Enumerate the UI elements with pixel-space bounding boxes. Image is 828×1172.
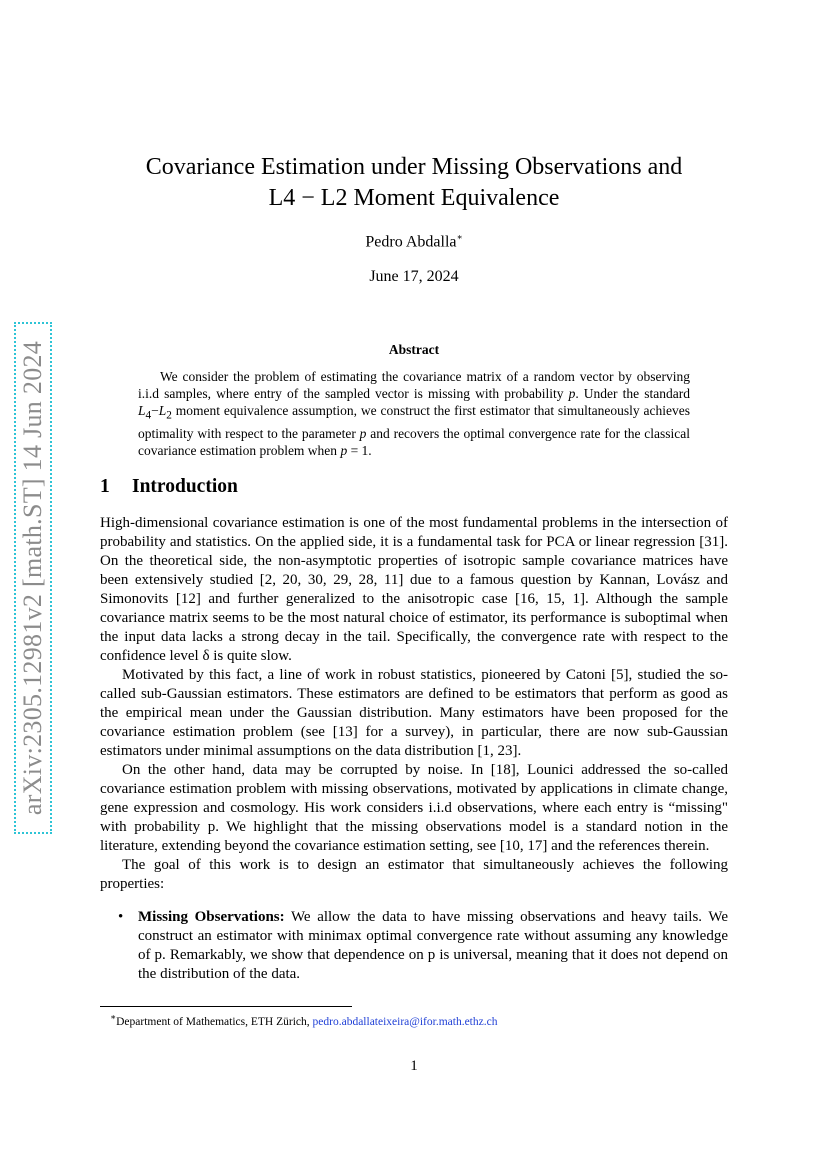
title-line-1: Covariance Estimation under Missing Observations and	[145, 154, 683, 180]
section-heading	[100, 476, 238, 498]
paragraph: On the other hand, data may be corrupted by noise. In [18], Lounici addressed the so-called covariance estimation problem with missing observations, motivated by applications in climate change, gene expression and cosmology. His work considers i.i.d observations, where each entry is “missing" with probability p. We highlight that the missing observations model is a standard notion in the literature, extending beyond the covariance estimation setting, see [10, 17] and the references therein.	[100, 762, 728, 854]
footnote-text: Department of Mathematics, ETH Zürich,	[116, 1015, 310, 1028]
footnote-email-link[interactable]: pedro.abdallateixeira@ifor.math.ethz.ch	[312, 1015, 498, 1028]
bullet-label: Missing Observations:	[138, 909, 285, 925]
paper-title	[100, 152, 728, 214]
footnote-rule	[100, 1006, 352, 1007]
bullet-text: We allow the data to have missing observations and heavy tails. We construct an estimator with minimax optimal convergence rate without assuming any knowledge of p. Remarkably, we show that dependence on p is universal, meaning that it does not depend on the distribution of the data.	[138, 909, 728, 982]
footnote-mark: ∗	[110, 1012, 117, 1022]
paper-date: June 17, 2024	[369, 268, 459, 285]
introduction-body	[100, 514, 728, 984]
author-name: Pedro Abdalla	[365, 233, 457, 251]
bullet-dot-icon: •	[118, 909, 124, 925]
abstract-heading: Abstract	[388, 342, 440, 357]
author-footnote-mark[interactable]: ∗	[456, 232, 463, 242]
arxiv-identifier: arXiv:2305.12981v2 [math.ST] 14 Jun 2024	[18, 340, 47, 816]
abstract-text: We consider the problem of estimating the covariance matrix of a random vector by observing i.i.d samples, where entry of the sampled vector is missing with probability p. Under the standard $L_4-L_2$ moment equivalence assumption, we construct the first estimator that simultaneously achieves optimality with respect to the parameter p and recovers the optimal convergence rate for the classical covariance estimation problem when p = 1.	[138, 369, 690, 458]
page-number: 1	[410, 1058, 418, 1074]
section-number: 1	[100, 476, 110, 497]
section-title: Introduction	[132, 476, 238, 497]
paragraph: Motivated by this fact, a line of work in robust statistics, pioneered by Catoni [5], studied the so-called sub-Gaussian estimators. These estimators are defined to be estimators that perform as good as the empirical mean under the Gaussian distribution. Many estimators have been proposed for the covariance estimation problem (see [13] for a survey), in particular, there are now sub-Gaussian estimators under minimal assumptions on the data distribution [1, 23].	[100, 667, 728, 759]
arxiv-sidebar-stamp[interactable]	[14, 322, 52, 834]
title-line-2: L4 − L2 Moment Equivalence	[268, 185, 560, 211]
footnote	[110, 1012, 497, 1028]
bullet-item	[118, 908, 728, 984]
author-line	[100, 232, 728, 251]
paragraph: High-dimensional covariance estimation is one of the most fundamental problems in the intersection of probability and statistics. On the applied side, it is a fundamental task for PCA or linear regression [31]. On the theoretical side, the non-asymptotic properties of isotropic sample covariance matrices have been extensively studied [2, 20, 30, 29, 28, 11] due to a famous question by Kannan, Lovász and Simonovits [12] and further generalized to the anisotropic case [16, 15, 1]. Although the sample covariance matrix seems to be the most natural choice of estimator, its performance is suboptimal when the input data lacks a strong decay in the tail. Specifically, the convergence rate with respect to the confidence level δ is quite slow.	[100, 515, 728, 664]
paragraph: The goal of this work is to design an estimator that simultaneously achieves the following properties:	[100, 857, 728, 892]
